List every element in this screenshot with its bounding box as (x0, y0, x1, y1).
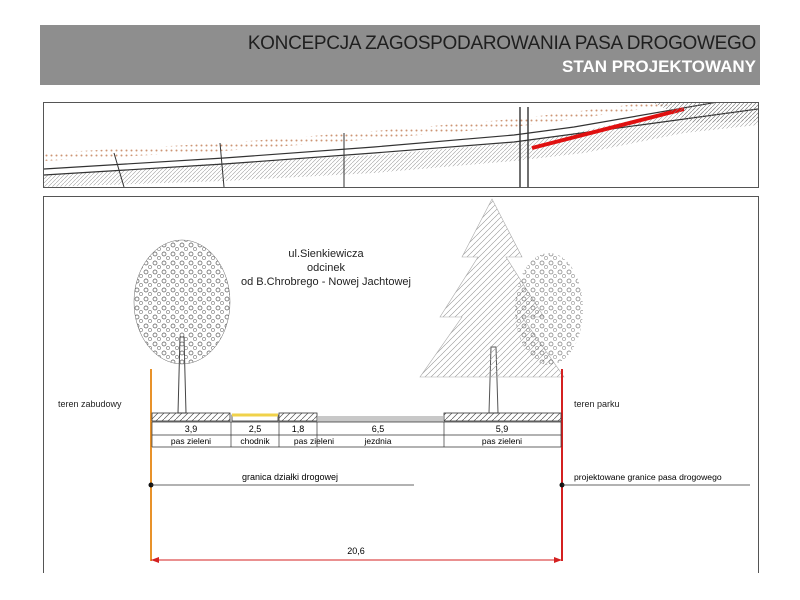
cross-section-drawing (44, 197, 758, 573)
green-strip-3 (444, 413, 561, 421)
strip-name: pas zieleni (293, 436, 335, 446)
header-banner (40, 25, 760, 85)
strip-name: pas zieleni (170, 436, 212, 446)
street-name: ul.Sienkiewicza (288, 248, 364, 260)
strip-width: 3,9 (184, 424, 198, 434)
page-title: KONCEPCJA ZAGOSPODAROWANIA PASA DROGOWEGO (247, 33, 756, 54)
right-area-label: teren parku (574, 399, 620, 409)
site-plan-drawing (44, 103, 758, 187)
strip-name: chodnik (240, 436, 270, 446)
strip-width: 2,5 (248, 424, 262, 434)
green-strip-2 (279, 413, 317, 421)
page-subtitle: STAN PROJEKTOWANY (562, 57, 756, 76)
strip-name: pas zieleni (481, 436, 523, 446)
left-tree (134, 240, 230, 413)
strip-width: 5,9 (495, 424, 509, 434)
cross-section-panel (43, 196, 759, 573)
right-tree (420, 199, 583, 413)
site-plan-map (43, 102, 759, 188)
parcel-boundary-label: granica działki drogowej (241, 472, 339, 482)
strip-name: jezdnia (364, 436, 392, 446)
left-area-label: teren zabudowy (58, 399, 122, 409)
strip-width: 1,8 (291, 424, 305, 434)
segment-range: od B.Chrobrego - Nowej Jachtowej (241, 276, 411, 288)
roadway (318, 416, 443, 422)
strip-width: 6,5 (371, 424, 385, 434)
road-boundary-label: projektowane granice pasa drogowego (574, 472, 722, 482)
segment-label: odcinek (307, 262, 345, 274)
total-width-value: 20,6 (347, 546, 365, 556)
green-strip-1 (152, 413, 230, 421)
